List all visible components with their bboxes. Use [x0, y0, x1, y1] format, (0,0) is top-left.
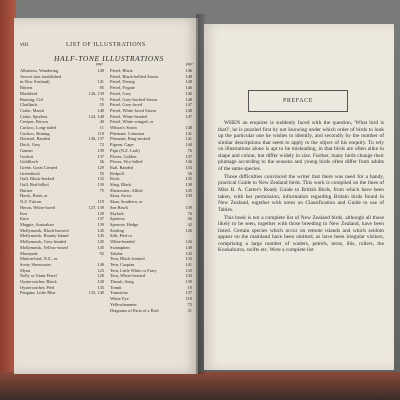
entry-name: Magpie, Australian: [20, 221, 54, 227]
entry-page: 139: [97, 147, 104, 153]
entry-name: Chaffinch: [20, 102, 38, 108]
entry-page: 110: [185, 296, 192, 302]
entry-name: Tern, White-fronted: [110, 273, 145, 279]
entry-page: 119: [97, 199, 104, 205]
entry-name: Sea Hawk: [110, 204, 128, 210]
entry-page: 136: [185, 159, 192, 165]
entry-page: 148: [97, 261, 104, 267]
entry-name: Petrel, Grey-faced: [110, 102, 143, 108]
entry-page: 137: [185, 153, 192, 159]
entry-name: White-headed: [110, 239, 135, 245]
list-item: [20, 290, 104, 296]
entry-name: Pheasant, Common: [110, 130, 145, 136]
entry-page: 134: [185, 164, 192, 170]
entry-page: 137: [97, 216, 104, 222]
entry-page: 141: [185, 136, 192, 142]
entry-page: 148: [185, 107, 192, 113]
entry-name: Albatross, Wandering: [20, 68, 59, 73]
entry-name: Harrier: [20, 187, 33, 193]
entry-name: N.Z. Falcon: [20, 199, 42, 205]
entry-name: Sparrow, Hedge: [110, 221, 139, 227]
entry-page: 148: [185, 125, 192, 131]
entry-name: Mollymawk, Yellow-nosed: [20, 244, 68, 250]
entry-page: 139: [185, 193, 192, 199]
entry-name: Thrush, Song: [110, 279, 134, 285]
book-cover-bottom: [0, 372, 400, 400]
entry-name: Morepork: [20, 250, 38, 256]
entry-name: Shearwater, Allied: [110, 187, 143, 193]
entry-name: Gannet: [20, 147, 33, 153]
page-column-heading: page: [96, 62, 103, 66]
entry-name: Petrel, Grey: [110, 90, 132, 96]
entry-page: 145: [97, 233, 104, 239]
entry-page: 145: [185, 187, 192, 193]
entry-page: 129: [97, 164, 104, 170]
entry-name: Hawk, Bush, or: [20, 193, 48, 199]
entry-page: 148: [185, 96, 192, 102]
entry-page: 139: [97, 182, 104, 188]
entry-name: Petrel, Black: [110, 68, 133, 73]
entry-page: 135: [97, 284, 104, 290]
entry-name: Wilson's Storm: [110, 125, 137, 131]
entry-name: Avocet (not established: [20, 73, 62, 79]
entry-name: Diagrams of Parts of a Bird: [110, 307, 159, 313]
entry-page: 140: [185, 244, 192, 250]
entry-page: 55: [99, 170, 104, 176]
entry-page: 85: [99, 85, 104, 91]
entry-name: Gull, Black-backed: [20, 176, 55, 182]
entry-page: 147: [185, 113, 192, 119]
entry-name: Knot: [20, 216, 29, 222]
entry-name: Rail, Banded: [110, 164, 133, 170]
entry-name: Crake, Spotless: [20, 113, 48, 119]
entry-name: Pipit (N.Z. Lark): [110, 147, 140, 153]
entry-page: 138: [185, 182, 192, 188]
entry-name: Takahe: [110, 250, 123, 256]
entry-name: Plover, Golden: [110, 153, 137, 159]
entry-name: Bittern: [20, 85, 33, 91]
entry-page: 147: [185, 102, 192, 108]
entry-name: Tern, Black-fronted: [110, 256, 145, 262]
entry-name: Yellowhammer: [110, 301, 137, 307]
entry-page: 127, 139: [88, 204, 104, 210]
entry-page: 135: [185, 176, 192, 182]
entry-name: Skua, Southern, or: [110, 199, 143, 205]
entry-page: 128: [97, 273, 104, 279]
entry-page: 146: [185, 90, 192, 96]
entry-name: Dotterel, Banded: [20, 136, 50, 142]
entry-name: Cuckoo, Long-tailed: [20, 125, 57, 131]
entry-page: 145: [97, 227, 104, 233]
preface-heading: PREFACE: [248, 90, 348, 112]
entry-name: Bunting, Cirl: [20, 96, 44, 102]
entry-name: Nelly or Giant Petrel: [20, 273, 57, 279]
entry-name: Stilt, Pied or: [110, 233, 133, 239]
entry-name: Swamphen: [110, 244, 130, 250]
entry-name: Mutton-bird, N.Z., or: [20, 256, 58, 262]
entry-name: Petrel, Grey-backed Storm: [110, 96, 157, 102]
entry-page: 126, 139: [88, 90, 104, 96]
entry-name: Creeper, Brown: [20, 119, 48, 125]
illustration-list-column-1: [20, 68, 104, 296]
entry-page: 11: [99, 125, 104, 131]
entry-name: in New Zealand): [20, 79, 50, 85]
entry-name: Blackbird: [20, 90, 38, 96]
entry-page: 56: [187, 216, 192, 222]
page-header: LIST OF ILLUSTRATIONS: [66, 42, 146, 48]
entry-name: Tern, Caspian: [110, 261, 135, 267]
entry-page: 144: [185, 142, 192, 148]
page-column-heading: page: [186, 62, 193, 66]
entry-page: 56: [99, 159, 104, 165]
entry-page: 75: [99, 187, 104, 193]
entry-name: Pigeon, Cape: [110, 142, 134, 148]
entry-name: Greenfinch: [20, 170, 40, 176]
entry-page: 143: [185, 250, 192, 256]
entry-name: Oystercatcher, Black: [20, 279, 57, 285]
entry-page: 72: [99, 142, 104, 148]
entry-page: 148: [185, 79, 192, 85]
entry-page: 75: [187, 301, 192, 307]
entry-page: 75: [99, 96, 104, 102]
entry-page: 56: [187, 170, 192, 176]
entry-name: Sooty Shearwater: [20, 261, 52, 267]
preface-paragraph: Those difficulties convinced the writer that there was need for a handy, practical Guide to New Zealand birds. This work is compiled on the lines of Miss B. A. Carter's Ready Guide to British Birds, from which have been taken, with her permission, information regarding Britain birds found in New Zealand, together with notes on Classification and Guide to use of Tables.: [218, 173, 384, 213]
entry-page: 133: [185, 273, 192, 279]
entry-name: Petrel, White-headed: [110, 113, 147, 119]
entry-name: Penguin, Little Blue: [20, 290, 56, 296]
entry-name: Kea: [20, 210, 28, 216]
entry-name: Godwit: [20, 153, 34, 159]
left-page: [14, 18, 198, 374]
preface-paragraph: WHEN an enquirer is suddenly faced with the question, 'What bird is that?', he is puzzled first by not knowing under which order of birds to look up the particular one he wishes to identify, and secondly by the number of similar descriptions that seem to apply to the object of his enquiry. To rely on illustrations alone is apt to be misleading, in that birds are often alike in shape and colour, but differ widely in size. Further, many birds change their plumage according to the seasons and young birds often differ from adults of the same species.: [218, 120, 384, 172]
right-page: [204, 24, 394, 370]
entry-page: 76: [187, 210, 192, 216]
entry-page: 92: [99, 250, 104, 256]
entry-page: 146: [185, 68, 192, 73]
entry-name: Rook: [110, 176, 120, 182]
entry-name: Crake, Marsh: [20, 107, 44, 113]
entry-page: 126: [185, 227, 192, 233]
entry-name: Grebe, Great Crested: [20, 164, 58, 170]
entry-page: 148: [97, 68, 104, 73]
entry-page: 120: [97, 210, 104, 216]
entry-name: Gull, Red-billed: [20, 182, 49, 188]
entry-page: 110: [97, 130, 104, 136]
entry-page: 133: [185, 267, 192, 273]
entry-page: 136, 137: [88, 136, 104, 142]
entry-name: White Eye: [110, 296, 129, 302]
entry-page: 76: [187, 147, 192, 153]
list-item: [110, 308, 192, 314]
entry-page: 133: [185, 256, 192, 262]
entry-page: 55: [99, 102, 104, 108]
entry-page: 145: [97, 239, 104, 245]
entry-name: Skua, Arctic: [110, 193, 132, 199]
entry-name: Sparrow: [110, 216, 125, 222]
entry-page: 31: [187, 307, 192, 313]
entry-name: Tern, Little White or Fairy: [110, 267, 157, 273]
entry-name: Shag, Black: [110, 182, 132, 188]
entry-page: 124, 140: [88, 113, 104, 119]
entry-name: Pheasant, Ring-necked: [110, 136, 151, 142]
entry-page: 141: [185, 130, 192, 136]
entry-name: Skylark: [110, 210, 124, 216]
entry-page: 139: [97, 221, 104, 227]
entry-name: Heron, White-faced: [20, 204, 55, 210]
entry-name: Petrel, White-faced Storm: [110, 107, 156, 113]
entry-page: 10: [187, 284, 192, 290]
entry-name: Tomtit: [110, 284, 122, 290]
entry-name: Turnstone: [110, 290, 128, 296]
entry-name: Petrel, Black-bellied Storm: [110, 73, 158, 79]
entry-page: 139: [185, 204, 192, 210]
entry-page: 141: [185, 261, 192, 267]
entry-page: 148: [185, 73, 192, 79]
entry-name: Cuckoo, Shining: [20, 130, 50, 136]
entry-name: Petrel, Diving: [110, 79, 135, 85]
entry-page: 141: [97, 79, 104, 85]
illustration-list-column-2: [110, 68, 192, 313]
entry-name: Oystercatcher, Pied: [20, 284, 55, 290]
entry-name: Mollymawk, Bounty Island: [20, 233, 69, 239]
entry-name: Duck, Grey: [20, 142, 41, 148]
section-title: HALF-TONE ILLUSTRATIONS: [54, 54, 164, 63]
entry-name: Redpoll: [110, 170, 124, 176]
entry-page: 126: [185, 239, 192, 245]
entry-name: Plover, Wry-billed: [110, 159, 143, 165]
entry-page: 130: [97, 279, 104, 285]
preface-paragraph: This book is not a complete list of New Zealand birds, although all those likely to be seen, together with those breeding in New Zealand, have been listed. Certain species which occur on remote islands and which seldom appear on the mainland have been omitted, as have been irregular visitors, comprising a large number of waders, petrels, terns, ibis, rollers, the Kookaburra, swifts etc. Were a complete list: [218, 214, 384, 254]
entry-page: 137: [97, 153, 104, 159]
page-number: viii: [20, 42, 29, 48]
preface-text: [218, 120, 384, 255]
entry-page: 139: [185, 279, 192, 285]
entry-name: Petrel, Frigate: [110, 85, 135, 91]
entry-page: 133, 140: [88, 290, 104, 296]
entry-name: Myna: [20, 267, 31, 273]
entry-page: 146: [185, 85, 192, 91]
entry-name: Petrel, White-winged, or: [110, 119, 154, 125]
entry-name: Goldfinch: [20, 159, 38, 165]
entry-page: 42: [187, 221, 192, 227]
entry-page: 40: [99, 119, 104, 125]
entry-page: 137: [185, 290, 192, 296]
entry-name: Mollymawk, Grey-headed: [20, 239, 67, 245]
entry-name: Starling: [110, 227, 124, 233]
entry-page: 145: [97, 244, 104, 250]
entry-page: 140: [97, 107, 104, 113]
entry-page: 123: [97, 267, 104, 273]
entry-name: Mollymawk, Black-browed: [20, 227, 69, 233]
entry-page: 132: [97, 176, 104, 182]
